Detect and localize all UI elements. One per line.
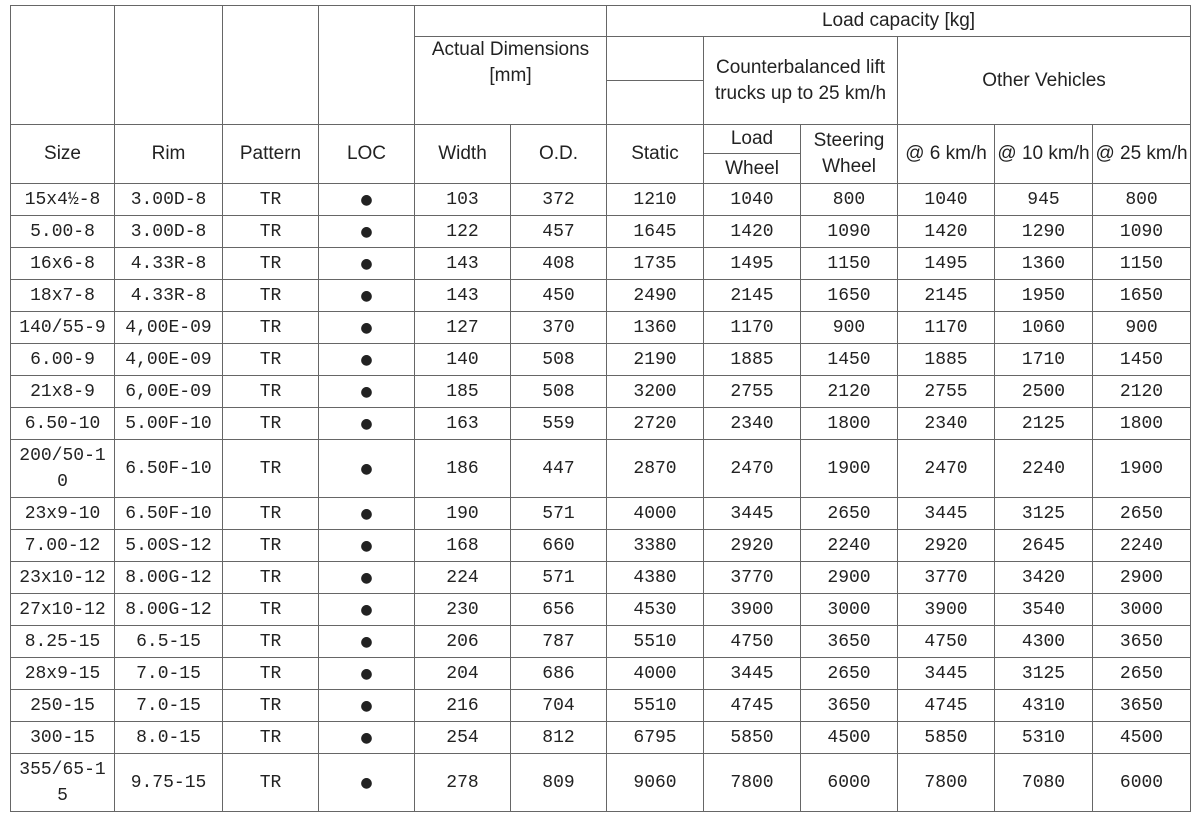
cell-size: 6.50-10: [11, 408, 115, 440]
cell-speed-10: 4310: [995, 690, 1093, 722]
cell-size: 5.00-8: [11, 216, 115, 248]
cell-pattern: TR: [223, 658, 319, 690]
cell-rim: 4.33R-8: [115, 248, 223, 280]
table-row: [11, 722, 1191, 754]
cell-od: 660: [511, 530, 607, 562]
cell-pattern: TR: [223, 754, 319, 812]
cell-speed-6: 3445: [898, 498, 995, 530]
cell-pattern: TR: [223, 312, 319, 344]
cell-speed-10: 3420: [995, 562, 1093, 594]
table-row: [11, 248, 1191, 280]
table-row: [11, 690, 1191, 722]
cell-speed-25: 3000: [1093, 594, 1191, 626]
cell-width: 224: [415, 562, 511, 594]
cell-steering-wheel: 2650: [801, 498, 898, 530]
cell-size: 21x8-9: [11, 376, 115, 408]
od-header: O.D.: [511, 125, 607, 184]
cell-od: 656: [511, 594, 607, 626]
cell-pattern: TR: [223, 562, 319, 594]
cell-speed-10: 945: [995, 184, 1093, 216]
cell-width: 140: [415, 344, 511, 376]
cell-rim: 8.00G-12: [115, 562, 223, 594]
cell-loc: ●: [319, 216, 415, 248]
cell-load-wheel: 4745: [704, 690, 801, 722]
static-header: Static: [607, 125, 704, 184]
cell-speed-10: 1710: [995, 344, 1093, 376]
cell-loc: ●: [319, 690, 415, 722]
table-row: [11, 530, 1191, 562]
table-row: [11, 498, 1191, 530]
cell-speed-6: 1040: [898, 184, 995, 216]
tire-load-table: [10, 5, 1191, 812]
cell-speed-25: 3650: [1093, 690, 1191, 722]
cell-steering-wheel: 900: [801, 312, 898, 344]
cell-speed-25: 900: [1093, 312, 1191, 344]
cell-static: 4380: [607, 562, 704, 594]
cell-speed-10: 1360: [995, 248, 1093, 280]
cell-rim: 4,00E-09: [115, 344, 223, 376]
cell-rim: 6.50F-10: [115, 440, 223, 498]
cell-load-wheel: 1885: [704, 344, 801, 376]
cell-od: 457: [511, 216, 607, 248]
cell-loc: ●: [319, 248, 415, 280]
cell-steering-wheel: 2120: [801, 376, 898, 408]
cell-size: 15x4½-8: [11, 184, 115, 216]
cell-steering-wheel: 800: [801, 184, 898, 216]
cell-speed-6: 3770: [898, 562, 995, 594]
cell-steering-wheel: 3650: [801, 626, 898, 658]
table-row: [11, 184, 1191, 216]
cell-static: 4000: [607, 498, 704, 530]
cell-pattern: TR: [223, 530, 319, 562]
cell-size: 16x6-8: [11, 248, 115, 280]
cell-od: 571: [511, 498, 607, 530]
cell-steering-wheel: 1900: [801, 440, 898, 498]
cell-size: 355/65-15: [11, 754, 115, 812]
size-header: Size: [11, 125, 115, 184]
cell-pattern: TR: [223, 184, 319, 216]
cell-speed-25: 1900: [1093, 440, 1191, 498]
cell-loc: ●: [319, 658, 415, 690]
blank-header-cell: [415, 6, 607, 37]
cell-speed-25: 2650: [1093, 658, 1191, 690]
cell-load-wheel: 3445: [704, 658, 801, 690]
cell-load-wheel: 4750: [704, 626, 801, 658]
cell-speed-10: 3125: [995, 658, 1093, 690]
cell-width: 254: [415, 722, 511, 754]
cell-loc: ●: [319, 312, 415, 344]
cell-speed-25: 1450: [1093, 344, 1191, 376]
loc-header: LOC: [319, 125, 415, 184]
cell-width: 278: [415, 754, 511, 812]
cell-pattern: TR: [223, 722, 319, 754]
cell-pattern: TR: [223, 690, 319, 722]
table-row: [11, 658, 1191, 690]
cell-size: 28x9-15: [11, 658, 115, 690]
cell-speed-6: 1420: [898, 216, 995, 248]
cell-speed-6: 4750: [898, 626, 995, 658]
cell-steering-wheel: 2650: [801, 658, 898, 690]
load-capacity-header: Load capacity [kg]: [607, 6, 1191, 37]
rim-header: Rim: [115, 125, 223, 184]
cell-static: 2490: [607, 280, 704, 312]
cell-speed-25: 2900: [1093, 562, 1191, 594]
cell-load-wheel: 2340: [704, 408, 801, 440]
cell-loc: ●: [319, 594, 415, 626]
cell-width: 206: [415, 626, 511, 658]
cell-static: 1360: [607, 312, 704, 344]
cell-static: 1645: [607, 216, 704, 248]
cell-rim: 4,00E-09: [115, 312, 223, 344]
cell-speed-25: 1150: [1093, 248, 1191, 280]
cell-steering-wheel: 1450: [801, 344, 898, 376]
cell-speed-25: 1800: [1093, 408, 1191, 440]
cell-speed-25: 2120: [1093, 376, 1191, 408]
cell-rim: 8.0-15: [115, 722, 223, 754]
cell-speed-6: 2755: [898, 376, 995, 408]
cell-width: 190: [415, 498, 511, 530]
speed-6-header: @ 6 km/h: [898, 125, 995, 184]
cell-speed-10: 7080: [995, 754, 1093, 812]
cell-speed-25: 2650: [1093, 498, 1191, 530]
cell-loc: ●: [319, 626, 415, 658]
cell-od: 408: [511, 248, 607, 280]
table-row: [11, 562, 1191, 594]
cell-od: 812: [511, 722, 607, 754]
cell-loc: ●: [319, 184, 415, 216]
cell-speed-6: 1170: [898, 312, 995, 344]
cell-speed-6: 1885: [898, 344, 995, 376]
cell-od: 809: [511, 754, 607, 812]
cell-load-wheel: 7800: [704, 754, 801, 812]
cell-speed-6: 7800: [898, 754, 995, 812]
cell-loc: ●: [319, 562, 415, 594]
cell-speed-10: 5310: [995, 722, 1093, 754]
cell-rim: 6.5-15: [115, 626, 223, 658]
cell-width: 122: [415, 216, 511, 248]
cell-steering-wheel: 6000: [801, 754, 898, 812]
cell-pattern: TR: [223, 216, 319, 248]
cell-speed-10: 1950: [995, 280, 1093, 312]
cell-width: 143: [415, 248, 511, 280]
cell-speed-6: 2145: [898, 280, 995, 312]
cell-speed-6: 2470: [898, 440, 995, 498]
cell-size: 300-15: [11, 722, 115, 754]
cell-steering-wheel: 2900: [801, 562, 898, 594]
cell-load-wheel: 3445: [704, 498, 801, 530]
cell-static: 3200: [607, 376, 704, 408]
cell-width: 185: [415, 376, 511, 408]
cell-width: 230: [415, 594, 511, 626]
cell-load-wheel: 1040: [704, 184, 801, 216]
cell-speed-10: 2125: [995, 408, 1093, 440]
cell-od: 450: [511, 280, 607, 312]
cell-od: 372: [511, 184, 607, 216]
cell-rim: 9.75-15: [115, 754, 223, 812]
width-header: Width: [415, 125, 511, 184]
blank-header-cell: [11, 6, 115, 125]
cell-rim: 5.00F-10: [115, 408, 223, 440]
cell-speed-10: 2500: [995, 376, 1093, 408]
cell-loc: ●: [319, 408, 415, 440]
cell-pattern: TR: [223, 594, 319, 626]
blank-header-cell: [223, 6, 319, 125]
cell-rim: 6,00E-09: [115, 376, 223, 408]
cell-speed-10: 2645: [995, 530, 1093, 562]
cell-static: 4000: [607, 658, 704, 690]
cell-steering-wheel: 3650: [801, 690, 898, 722]
cell-speed-6: 2920: [898, 530, 995, 562]
cell-speed-6: 1495: [898, 248, 995, 280]
cell-pattern: TR: [223, 376, 319, 408]
cell-static: 6795: [607, 722, 704, 754]
cell-static: 5510: [607, 626, 704, 658]
cell-size: 250-15: [11, 690, 115, 722]
cell-width: 204: [415, 658, 511, 690]
cell-loc: ●: [319, 754, 415, 812]
cell-load-wheel: 2145: [704, 280, 801, 312]
table-body: [11, 184, 1191, 812]
cell-loc: ●: [319, 344, 415, 376]
cell-load-wheel: 1495: [704, 248, 801, 280]
cell-speed-6: 2340: [898, 408, 995, 440]
cell-speed-6: 3445: [898, 658, 995, 690]
cell-static: 2720: [607, 408, 704, 440]
cell-steering-wheel: 1800: [801, 408, 898, 440]
cell-od: 787: [511, 626, 607, 658]
cell-rim: 3.00D-8: [115, 184, 223, 216]
cell-load-wheel: 2755: [704, 376, 801, 408]
cell-speed-6: 3900: [898, 594, 995, 626]
blank-header-cell: [607, 81, 704, 125]
cell-static: 2870: [607, 440, 704, 498]
cell-rim: 7.0-15: [115, 658, 223, 690]
cell-speed-10: 2240: [995, 440, 1093, 498]
table-row: [11, 754, 1191, 812]
cell-rim: 6.50F-10: [115, 498, 223, 530]
cell-speed-6: 5850: [898, 722, 995, 754]
counterbalanced-header: Counterbalanced lift trucks up to 25 km/h: [704, 37, 898, 125]
cell-loc: ●: [319, 376, 415, 408]
cell-rim: 8.00G-12: [115, 594, 223, 626]
cell-od: 447: [511, 440, 607, 498]
cell-speed-10: 3540: [995, 594, 1093, 626]
table-row: [11, 408, 1191, 440]
cell-load-wheel: 1170: [704, 312, 801, 344]
table-row: [11, 280, 1191, 312]
cell-speed-25: 2240: [1093, 530, 1191, 562]
cell-speed-25: 1650: [1093, 280, 1191, 312]
cell-pattern: TR: [223, 280, 319, 312]
steering-wheel-header: Steering Wheel: [801, 125, 898, 184]
speed-25-header: @ 25 km/h: [1093, 125, 1191, 184]
cell-width: 168: [415, 530, 511, 562]
table-row: [11, 216, 1191, 248]
other-vehicles-header: Other Vehicles: [898, 37, 1191, 125]
cell-size: 6.00-9: [11, 344, 115, 376]
cell-size: 200/50-10: [11, 440, 115, 498]
cell-steering-wheel: 1650: [801, 280, 898, 312]
cell-speed-25: 800: [1093, 184, 1191, 216]
cell-pattern: TR: [223, 248, 319, 280]
cell-pattern: TR: [223, 626, 319, 658]
actual-dimensions-header: Actual Dimensions [mm]: [415, 37, 607, 125]
cell-static: 5510: [607, 690, 704, 722]
blank-header-cell: [319, 6, 415, 125]
cell-static: 1735: [607, 248, 704, 280]
pattern-header: Pattern: [223, 125, 319, 184]
cell-size: 140/55-9: [11, 312, 115, 344]
cell-od: 571: [511, 562, 607, 594]
cell-speed-25: 1090: [1093, 216, 1191, 248]
cell-speed-10: 4300: [995, 626, 1093, 658]
cell-width: 163: [415, 408, 511, 440]
cell-static: 3380: [607, 530, 704, 562]
cell-rim: 7.0-15: [115, 690, 223, 722]
cell-static: 9060: [607, 754, 704, 812]
wheel-header: Wheel: [704, 154, 801, 184]
cell-speed-25: 3650: [1093, 626, 1191, 658]
load-header: Load: [704, 125, 801, 154]
cell-rim: 3.00D-8: [115, 216, 223, 248]
table-row: [11, 376, 1191, 408]
cell-size: 23x9-10: [11, 498, 115, 530]
table-row: [11, 312, 1191, 344]
cell-size: 8.25-15: [11, 626, 115, 658]
cell-pattern: TR: [223, 440, 319, 498]
cell-steering-wheel: 1090: [801, 216, 898, 248]
cell-size: 18x7-8: [11, 280, 115, 312]
cell-steering-wheel: 1150: [801, 248, 898, 280]
cell-static: 4530: [607, 594, 704, 626]
blank-header-cell: [115, 6, 223, 125]
cell-steering-wheel: 4500: [801, 722, 898, 754]
speed-10-header: @ 10 km/h: [995, 125, 1093, 184]
cell-load-wheel: 3900: [704, 594, 801, 626]
cell-speed-10: 3125: [995, 498, 1093, 530]
cell-load-wheel: 1420: [704, 216, 801, 248]
cell-od: 370: [511, 312, 607, 344]
cell-loc: ●: [319, 280, 415, 312]
cell-pattern: TR: [223, 344, 319, 376]
table-row: [11, 594, 1191, 626]
cell-width: 143: [415, 280, 511, 312]
cell-rim: 5.00S-12: [115, 530, 223, 562]
cell-pattern: TR: [223, 408, 319, 440]
cell-loc: ●: [319, 530, 415, 562]
cell-static: 1210: [607, 184, 704, 216]
cell-steering-wheel: 3000: [801, 594, 898, 626]
table-row: [11, 344, 1191, 376]
cell-speed-25: 4500: [1093, 722, 1191, 754]
cell-width: 216: [415, 690, 511, 722]
table-row: [11, 440, 1191, 498]
cell-speed-10: 1290: [995, 216, 1093, 248]
cell-speed-6: 4745: [898, 690, 995, 722]
cell-od: 508: [511, 376, 607, 408]
cell-rim: 4.33R-8: [115, 280, 223, 312]
cell-static: 2190: [607, 344, 704, 376]
cell-width: 127: [415, 312, 511, 344]
cell-od: 686: [511, 658, 607, 690]
cell-steering-wheel: 2240: [801, 530, 898, 562]
cell-od: 508: [511, 344, 607, 376]
cell-speed-25: 6000: [1093, 754, 1191, 812]
blank-header-cell: [607, 37, 704, 81]
cell-load-wheel: 5850: [704, 722, 801, 754]
cell-width: 103: [415, 184, 511, 216]
cell-loc: ●: [319, 722, 415, 754]
cell-size: 27x10-12: [11, 594, 115, 626]
table-row: [11, 626, 1191, 658]
cell-od: 704: [511, 690, 607, 722]
cell-speed-10: 1060: [995, 312, 1093, 344]
cell-loc: ●: [319, 440, 415, 498]
cell-load-wheel: 2920: [704, 530, 801, 562]
cell-size: 7.00-12: [11, 530, 115, 562]
cell-width: 186: [415, 440, 511, 498]
cell-pattern: TR: [223, 498, 319, 530]
cell-loc: ●: [319, 498, 415, 530]
cell-od: 559: [511, 408, 607, 440]
cell-size: 23x10-12: [11, 562, 115, 594]
cell-load-wheel: 3770: [704, 562, 801, 594]
table-header: [11, 6, 1191, 184]
cell-load-wheel: 2470: [704, 440, 801, 498]
